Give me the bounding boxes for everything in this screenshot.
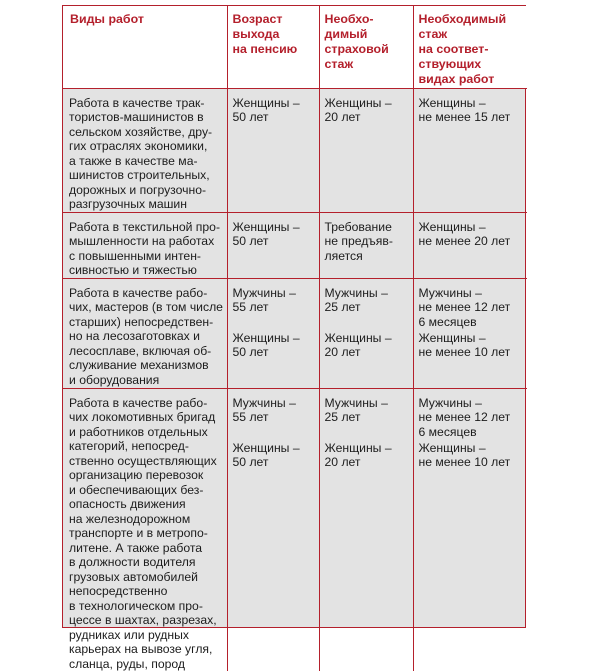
retirement-age-cell: Женщины – 50 лет bbox=[227, 212, 319, 278]
special-experience-cell: Женщины – не менее 15 лет bbox=[413, 88, 527, 212]
retirement-age-cell: Мужчины – 55 лет Женщины – 50 лет bbox=[227, 278, 319, 388]
special-experience-cell: Мужчины – не менее 12 лет 6 месяцев Женщины – не менее 10 лет bbox=[413, 388, 527, 671]
work-type-cell: Работа в качестве рабо- чих, мастеров (в том числе старших) непосредствен- но на лесозаготовках и лесосплаве, включая об- служивание механизмов и оборудования bbox=[63, 278, 227, 388]
header-retirement-age: Возраст выхода на пенсию bbox=[227, 6, 319, 88]
insurance-experience-cell: Мужчины – 25 лет Женщины – 20 лет bbox=[319, 278, 413, 388]
table-row bbox=[63, 88, 527, 212]
work-type-cell: Работа в качестве трак- тористов-машинистов в сельском хозяйстве, дру- гих отраслях экономики, а также в качестве ма- шинистов строительных, дорожных и погрузочно- разгрузочных машин bbox=[63, 88, 227, 212]
table-row bbox=[63, 278, 527, 388]
work-type-cell: Работа в качестве рабо- чих локомотивных бригад и работников отдельных категорий, непосред- ственно осуществляющих организацию перевозок и обеспечивающих без- опасность движения на железнодорожном транспорте и в метропо- литене. А также работа в должности водителя грузовых автомобилей непосредственно в технологическом про- цессе в шахтах, разрезах, рудниках или рудных карьерах на вывозе угля, сланца, руды, пород bbox=[63, 388, 227, 671]
table-header-row bbox=[63, 6, 527, 88]
insurance-experience-cell: Мужчины – 25 лет Женщины – 20 лет bbox=[319, 388, 413, 671]
header-work-type: Виды работ bbox=[63, 6, 227, 88]
retirement-age-cell: Женщины – 50 лет bbox=[227, 88, 319, 212]
work-type-cell: Работа в текстильной про- мышленности на работах с повышенными интен- сивностью и тяжестью bbox=[63, 212, 227, 278]
insurance-experience-cell: Женщины – 20 лет bbox=[319, 88, 413, 212]
header-insurance-experience: Необхо- димый страховой стаж bbox=[319, 6, 413, 88]
retirement-conditions-table bbox=[63, 6, 527, 671]
table-row bbox=[63, 212, 527, 278]
retirement-table-frame bbox=[62, 5, 526, 671]
special-experience-cell: Женщины – не менее 20 лет bbox=[413, 212, 527, 278]
table-row bbox=[63, 388, 527, 671]
header-special-experience: Необходимый стаж на соответ- ствующих видах работ bbox=[413, 6, 527, 88]
retirement-age-cell: Мужчины – 55 лет Женщины – 50 лет bbox=[227, 388, 319, 671]
special-experience-cell: Мужчины – не менее 12 лет 6 месяцев Женщины – не менее 10 лет bbox=[413, 278, 527, 388]
insurance-experience-cell: Требование не предъяв- ляется bbox=[319, 212, 413, 278]
